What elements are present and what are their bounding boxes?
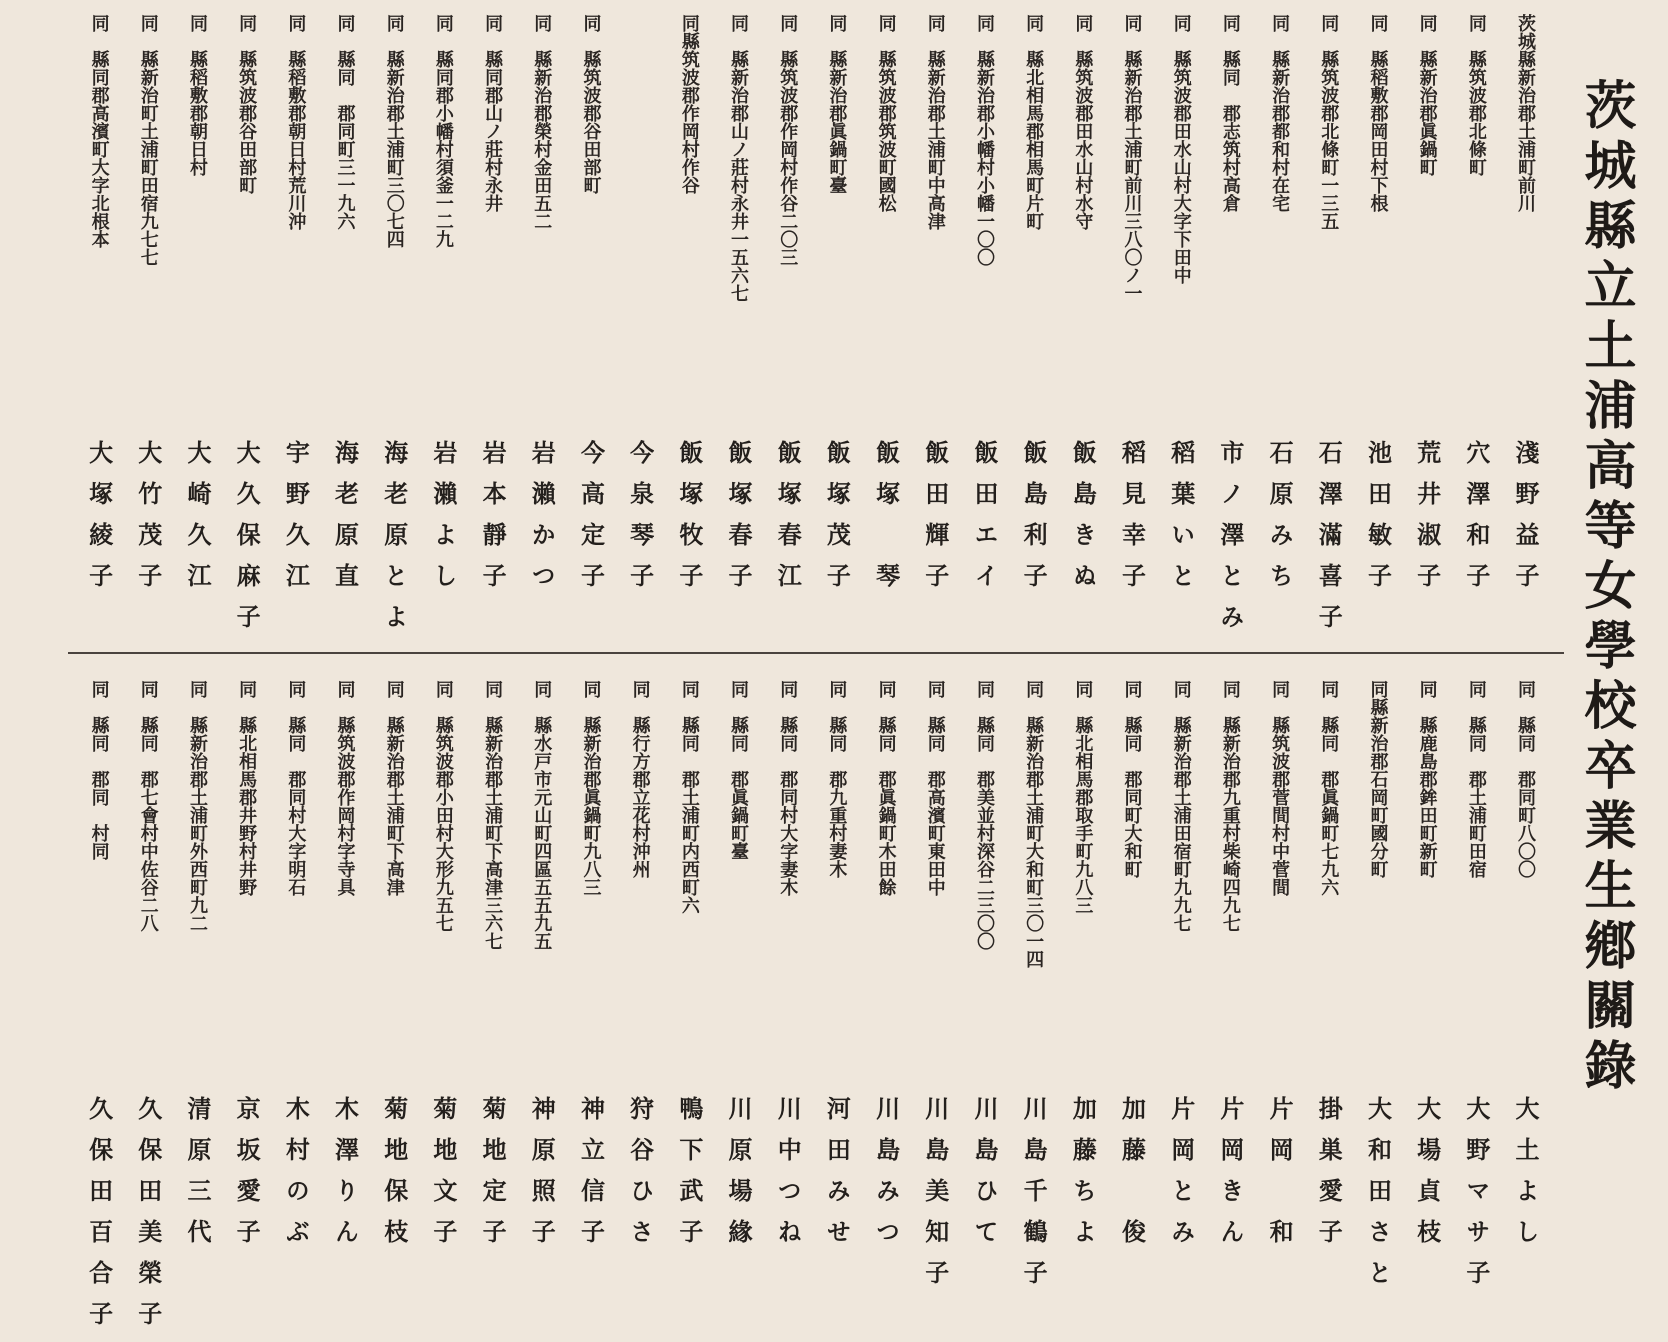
lower-columns [10, 680, 1550, 1342]
register-entry [1402, 14, 1451, 642]
entry-name: 大和田さと [1363, 1096, 1393, 1301]
entry-address: 同 縣同 郡同村大字明石 [285, 680, 307, 896]
entry-name: 岩本靜子 [478, 440, 508, 604]
entry-address: 同 縣新治郡眞鍋町 [1416, 14, 1438, 176]
register-entry [1255, 680, 1304, 1304]
entry-address: 同 縣筑波郡田水山村水守 [1072, 14, 1094, 230]
entry-name: 飯田エイ [969, 440, 999, 604]
register-entry [1501, 14, 1550, 642]
register-entry [419, 14, 468, 642]
entry-address: 同 縣稻敷郡岡田村下根 [1367, 14, 1389, 212]
entry-name: 片岡 和 [1265, 1096, 1295, 1260]
entry-name: 飯塚 琴 [871, 440, 901, 604]
entry-address: 同 縣筑波郡田水山村大字下田中 [1170, 14, 1192, 284]
entry-name: 大久保麻子 [232, 440, 262, 645]
entry-name: 久保田美榮子 [133, 1096, 163, 1342]
entry-address: 同 縣同 郡高濱町東田中 [924, 680, 946, 896]
entry-name: 淺野益子 [1511, 440, 1540, 604]
entry-address: 同 縣新治郡九重村柴崎四九七 [1219, 680, 1241, 932]
entry-name: 木澤りん [330, 1096, 360, 1260]
entry-name: 加藤ちよ [1068, 1096, 1098, 1260]
entry-address: 同 縣同 郡眞鍋町臺 [728, 680, 749, 860]
entry-name: 今高定子 [576, 440, 606, 604]
entry-address: 同 縣筑波郡谷田部町 [580, 14, 602, 194]
entry-name: 木村のぶ [281, 1096, 311, 1260]
register-entry [861, 680, 910, 1304]
entry-address: 同 縣同郡小幡村須釜一二九 [432, 14, 454, 248]
register-entry [419, 680, 468, 1304]
entry-name: 石原みち [1265, 440, 1295, 604]
register-entry [763, 680, 812, 1304]
entry-name: 大場貞枝 [1412, 1096, 1442, 1260]
entry-address: 同 縣同 郡九重村妻木 [826, 680, 848, 878]
entry-address: 同 縣北相馬郡取手町九八三 [1072, 680, 1094, 914]
register-entry [665, 680, 714, 1304]
entry-name: 川島美知子 [920, 1096, 950, 1301]
entry-address: 同 縣行方郡立花村沖州 [629, 680, 651, 878]
entry-address: 同 縣同 郡同町八〇〇 [1515, 680, 1536, 878]
register-entry [911, 14, 960, 642]
entry-address: 同縣筑波郡作岡村作谷 [678, 14, 700, 194]
entry-name: 鴨下武子 [674, 1096, 704, 1260]
entry-name: 石澤滿喜子 [1314, 440, 1344, 645]
upper-columns [10, 14, 1550, 645]
register-entry [271, 14, 320, 642]
entry-address: 同 縣同 郡志筑村高倉 [1219, 14, 1241, 212]
entry-name: 清原三代 [182, 1096, 212, 1260]
entry-address: 同 縣水戸市元山町四區五五九五 [531, 680, 553, 950]
register-entry [370, 680, 419, 1304]
entry-address: 同 縣新治郡榮村金田五二 [531, 14, 553, 230]
entry-name: 岩瀨よし [428, 440, 458, 604]
register-entry [370, 14, 419, 645]
entry-address: 同 縣新治郡眞鍋町九八三 [580, 680, 602, 896]
entry-name: 狩谷ひさ [625, 1096, 655, 1260]
entry-name: 川島みつ [871, 1096, 901, 1260]
entry-name: 飯島きぬ [1068, 440, 1098, 604]
entry-address: 同 縣鹿島郡鉾田町新町 [1416, 680, 1438, 878]
register-entry [1304, 14, 1353, 645]
register-entry [320, 680, 369, 1304]
entry-name: 神原照子 [527, 1096, 557, 1260]
register-entry [468, 14, 517, 642]
register-entry [1206, 14, 1255, 645]
entry-address: 同 縣新治町土浦町田宿九七七 [137, 14, 159, 266]
entry-address: 同 縣新治郡土浦田宿町九九七 [1170, 680, 1192, 932]
register-entry [74, 14, 123, 642]
register-entry [714, 14, 763, 642]
register-entry [714, 680, 763, 1304]
register-entry [1107, 14, 1156, 642]
entry-name: 川島ひて [969, 1096, 999, 1260]
entry-name: 河田みせ [822, 1096, 852, 1260]
register-entry [517, 680, 566, 1304]
entry-address: 同 縣新治郡土浦町下高津 [383, 680, 405, 896]
entry-address: 同 縣同 郡同町三一九六 [334, 14, 356, 230]
entry-address: 同 縣稻敷郡朝日村荒川沖 [285, 14, 307, 230]
entry-name: 今泉琴子 [625, 440, 655, 604]
entry-address: 同 縣新治郡土浦町大和町三〇一四 [1023, 680, 1045, 968]
register-entry [1353, 680, 1402, 1304]
register-entry [1304, 680, 1353, 1304]
entry-name: 池田敏子 [1363, 440, 1393, 604]
register-entry [812, 14, 861, 642]
entry-name: 市ノ澤とみ [1215, 440, 1245, 645]
page-title: 茨城縣立土浦高等女學校卒業生鄕關錄 [1575, 78, 1636, 1098]
register-entry [1107, 680, 1156, 1304]
entry-address: 同 縣同 郡七會村中佐谷二八 [137, 680, 159, 932]
entry-address: 同 縣筑波郡北條町 [1465, 14, 1487, 176]
register-entry [124, 14, 173, 642]
register-entry [74, 680, 123, 1342]
register-entry [1206, 680, 1255, 1304]
entry-name: 大野マサ子 [1461, 1096, 1491, 1301]
entry-name: 稻見幸子 [1117, 440, 1147, 604]
entry-address: 同縣新治郡石岡町國分町 [1367, 680, 1389, 878]
register-entry [812, 680, 861, 1304]
lower-register [10, 680, 1550, 1342]
entry-name: 大崎久江 [182, 440, 212, 604]
entry-name: 菊地保枝 [379, 1096, 409, 1260]
register-entry [173, 680, 222, 1304]
register-entry [960, 680, 1009, 1304]
entry-name: 加藤 俊 [1117, 1096, 1147, 1260]
entry-name: 久保田百合子 [84, 1096, 114, 1342]
register-entry [1452, 680, 1501, 1304]
entry-address: 同 縣新治郡土浦町下高津三六七 [482, 680, 504, 950]
divider-line [68, 652, 1564, 654]
register-entry [911, 680, 960, 1304]
entry-address: 同 縣新治郡土浦町三〇七四 [383, 14, 405, 248]
entry-name: 海老原とよ [379, 440, 409, 645]
entry-name: 川原場緣 [724, 1096, 753, 1260]
entry-address: 同 縣稻敷郡朝日村 [186, 14, 208, 176]
entry-name: 片岡とみ [1166, 1096, 1196, 1260]
register-entry [665, 14, 714, 642]
register-entry [173, 14, 222, 642]
entry-address: 同 縣同 郡眞鍋町七九六 [1318, 680, 1340, 896]
register-entry [1009, 680, 1058, 1304]
entry-address: 同 縣同郡山ノ莊村永井 [482, 14, 504, 212]
register-entry [1058, 680, 1107, 1304]
register-entry [1157, 680, 1206, 1304]
register-entry [1402, 680, 1451, 1304]
entry-address: 同 縣同 郡同町大和町 [1121, 680, 1143, 878]
entry-name: 大塚綾子 [84, 440, 114, 604]
entry-name: 穴澤和子 [1461, 440, 1491, 604]
register-entry [861, 14, 910, 642]
entry-address: 同 縣新治郡土浦町前川三八〇ノ一 [1121, 14, 1143, 302]
register-entry [271, 680, 320, 1304]
register-entry [615, 14, 664, 642]
entry-address: 同 縣同 郡土浦町内西町六 [678, 680, 700, 914]
entry-address: 同 縣同 郡土浦町田宿 [1465, 680, 1487, 878]
entry-address: 同 縣同 郡美並村深谷二三〇〇 [973, 680, 995, 950]
entry-address: 同 縣筑波郡小田村大形九五七 [432, 680, 454, 932]
entry-name: 飯塚茂子 [822, 440, 852, 604]
register-entry [615, 680, 664, 1304]
entry-name: 飯塚春江 [773, 440, 803, 604]
entry-name: 大竹茂子 [133, 440, 163, 604]
register-entry [222, 680, 271, 1304]
register-entry [960, 14, 1009, 642]
entry-address: 同 縣新治郡都和村在宅 [1269, 14, 1291, 212]
entry-name: 飯塚牧子 [674, 440, 704, 604]
register-entry [124, 680, 173, 1342]
register-entry [1452, 14, 1501, 642]
entry-name: 片岡きん [1215, 1096, 1245, 1260]
entry-address: 同 縣新治郡土浦町中高津 [924, 14, 946, 230]
register-entry [566, 14, 615, 642]
entry-name: 川中つね [773, 1096, 803, 1260]
register-entry [1255, 14, 1304, 642]
entry-name: 岩瀨かつ [527, 440, 557, 604]
entry-name: 海老原直 [330, 440, 360, 604]
register-entry [468, 680, 517, 1304]
entry-address: 同 縣北相馬郡井野村井野 [236, 680, 258, 896]
entry-name: 荒井淑子 [1412, 440, 1442, 604]
entry-address: 同 縣筑波郡菅間村中菅間 [1269, 680, 1291, 896]
entry-address: 同 縣新治郡小幡村小幡一〇〇 [973, 14, 995, 266]
register-entry [1157, 14, 1206, 642]
entry-address: 茨城縣新治郡土浦町前川 [1515, 14, 1536, 212]
entry-name: 川島千鶴子 [1019, 1096, 1049, 1301]
register-entry [1501, 680, 1550, 1304]
register-entry [1058, 14, 1107, 642]
register-entry [1009, 14, 1058, 642]
entry-address: 同 縣新治郡眞鍋町臺 [826, 14, 848, 194]
entry-address: 同 縣同郡高濱町大字北根本 [88, 14, 110, 248]
entry-address: 同 縣筑波郡筑波町國松 [875, 14, 897, 212]
entry-address: 同 縣筑波郡北條町一三五 [1318, 14, 1340, 230]
entry-address: 同 縣新治郡土浦町外西町九二 [186, 680, 208, 932]
register-entry [763, 14, 812, 642]
entry-address: 同 縣北相馬郡相馬町片町 [1023, 14, 1045, 230]
register-entry [566, 680, 615, 1304]
entry-name: 稻葉いと [1166, 440, 1196, 604]
entry-name: 菊地文子 [428, 1096, 458, 1260]
entry-name: 飯島利子 [1019, 440, 1049, 604]
entry-name: 飯田輝子 [920, 440, 950, 604]
entry-name: 神立信子 [576, 1096, 606, 1260]
entry-address: 同 縣新治郡山ノ莊村永井一五六七 [728, 14, 749, 302]
upper-register [10, 14, 1550, 645]
register-entry [517, 14, 566, 642]
entry-name: 掛巣愛子 [1314, 1096, 1344, 1260]
entry-name: 宇野久江 [281, 440, 311, 604]
entry-name: 飯塚春子 [724, 440, 753, 604]
register-entry [320, 14, 369, 642]
entry-address: 同 縣同 郡同 村同 [88, 680, 110, 860]
entry-address: 同 縣同 郡眞鍋町木田餘 [875, 680, 897, 896]
entry-address: 同 縣同 郡同村大字妻木 [777, 680, 799, 896]
entry-name: 大土よし [1511, 1096, 1540, 1260]
entry-address: 同 縣筑波郡谷田部町 [236, 14, 258, 194]
entry-name: 菊地定子 [478, 1096, 508, 1260]
register-entry [1353, 14, 1402, 642]
register-entry [222, 14, 271, 645]
entry-address: 同 縣筑波郡作岡村字寺具 [334, 680, 356, 896]
entry-name: 京坂愛子 [232, 1096, 262, 1260]
entry-address: 同 縣筑波郡作岡村作谷二〇三 [777, 14, 799, 266]
